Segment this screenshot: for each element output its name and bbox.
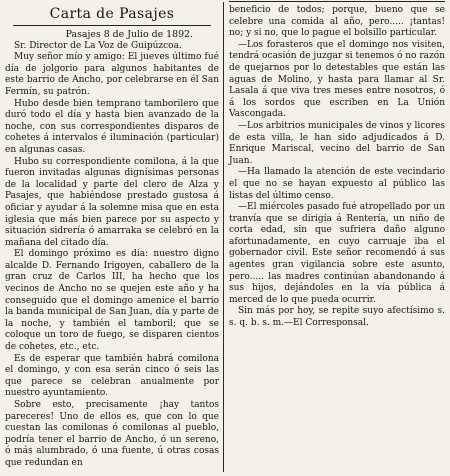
paragraph-arbitrios: —Los arbitrios municipales de vinos y licores de esta villa, le han sido adjudicados á D. Enrique Mariscal, vecino del barrio de San Juan. [229,120,445,166]
column-divider [223,2,224,472]
left-column [5,4,219,470]
paragraph-san-fermin: Muy señor mío y amigo: El jueves último fué día de jolgorio para algunos habitantes de este barrio de Ancho, por celebrarse en él San Fermín, su patrón. [5,52,219,97]
paragraph-tamborilero: Hubo desde bien temprano tamborilero que duró todo el día y hasta bien avanzado de la noche, con sus correspondientes disparos de cohetes á intervalos é iluminación (particular) en algunas casas. [5,98,219,155]
paragraph-forasteros: —Los forasteros que el domingo nos visiten, tendrá ocasión de juzgar si tenemos ó no razón de quejarnos por lo detestables que están las aguas de Molino, y hasta para llamar al Sr. Lasala á que viva tres meses entre nosotros, ó á los sordos que escriben en La Unión Vascongada. [229,39,445,120]
paragraph-comilona: Hubo su correspondiente comilona, á la que fueron invitadas algunas dignísimas personas de la localidad y parte del clero de Alza y Pasajes, que habiéndose prestado gustosa á oficiar y ayudar á la solemne misa que en esta iglesia que más bien parece por su aspecto y situación sidrería ó amarraka se celebró en la mañana del citado día. [5,156,219,248]
paragraph-beneficio: beneficio de todos; porque, bueno que se celebre una comida al año, pero..... ¡tantas! no; y si no, que lo pague el bolsillo particular. [229,5,445,39]
title-rule [13,25,211,26]
article-title: Carta de Pasajes [49,6,175,22]
salutation-director: Sr. Director de La Voz de Guipúzcoa. [14,40,182,51]
paragraph-pareceres: Sobre esto, precisamente ¡hay tantos pareceres! Uno de ellos es, que con lo que cuestan las comilonas ó comilonas al pueblo, podría tener el barrio de Ancho, ó un sereno, ó más alumbrado, ó una fuente, ú otras cosas que redundan en [5,400,219,468]
right-column [229,0,445,330]
closing-signature: Sin más por hoy, se repite suyo afectísimo s. s. q. b. s. m.—El Corresponsal. [229,306,445,329]
article-dateline: Pasajes 8 de Julio de 1892. [65,29,193,40]
top-rule [229,1,445,2]
paragraph-domingo: El domingo próximo es día: nuestro digno alcalde D. Fernando Irigoyen, caballero de la gran cruz de Carlos III, ha hecho que los vecinos de Ancho no se quejen este año y ha conseguido que el domingo amenice el barrio la banda municipal de San Juan, día y parte de la noche, y también el tamboril; que se coloque un toro de fuego, se disparen cientos de cohetes, etc., etc. [5,249,219,353]
paragraph-esperar: Es de esperar que también habrá comilona el domingo, y con esa serán cinco ó seis las que parece se celebran anualmente por nuestro ayuntamiento. [5,353,219,399]
paragraph-tranvia: —El miércoles pasado fué atropellado por un tranvía que se dirigía á Rentería, un niño de corta edad, sin que sufriera daño alguno afortunadamente, en cuyo carruaje iba el gobernador civil. Este señor recomendó á sus agentes gran vigilancia sobre este asunto, pero..... las madres continúan abandonando á sus hijos, dejándoles en la vía pública á merced de lo que pueda ocurrir. [229,202,445,305]
paragraph-censo: —Ha llamado la atención de este vecindario el que no se hayan expuesto al público las listas del último censo. [229,167,445,201]
